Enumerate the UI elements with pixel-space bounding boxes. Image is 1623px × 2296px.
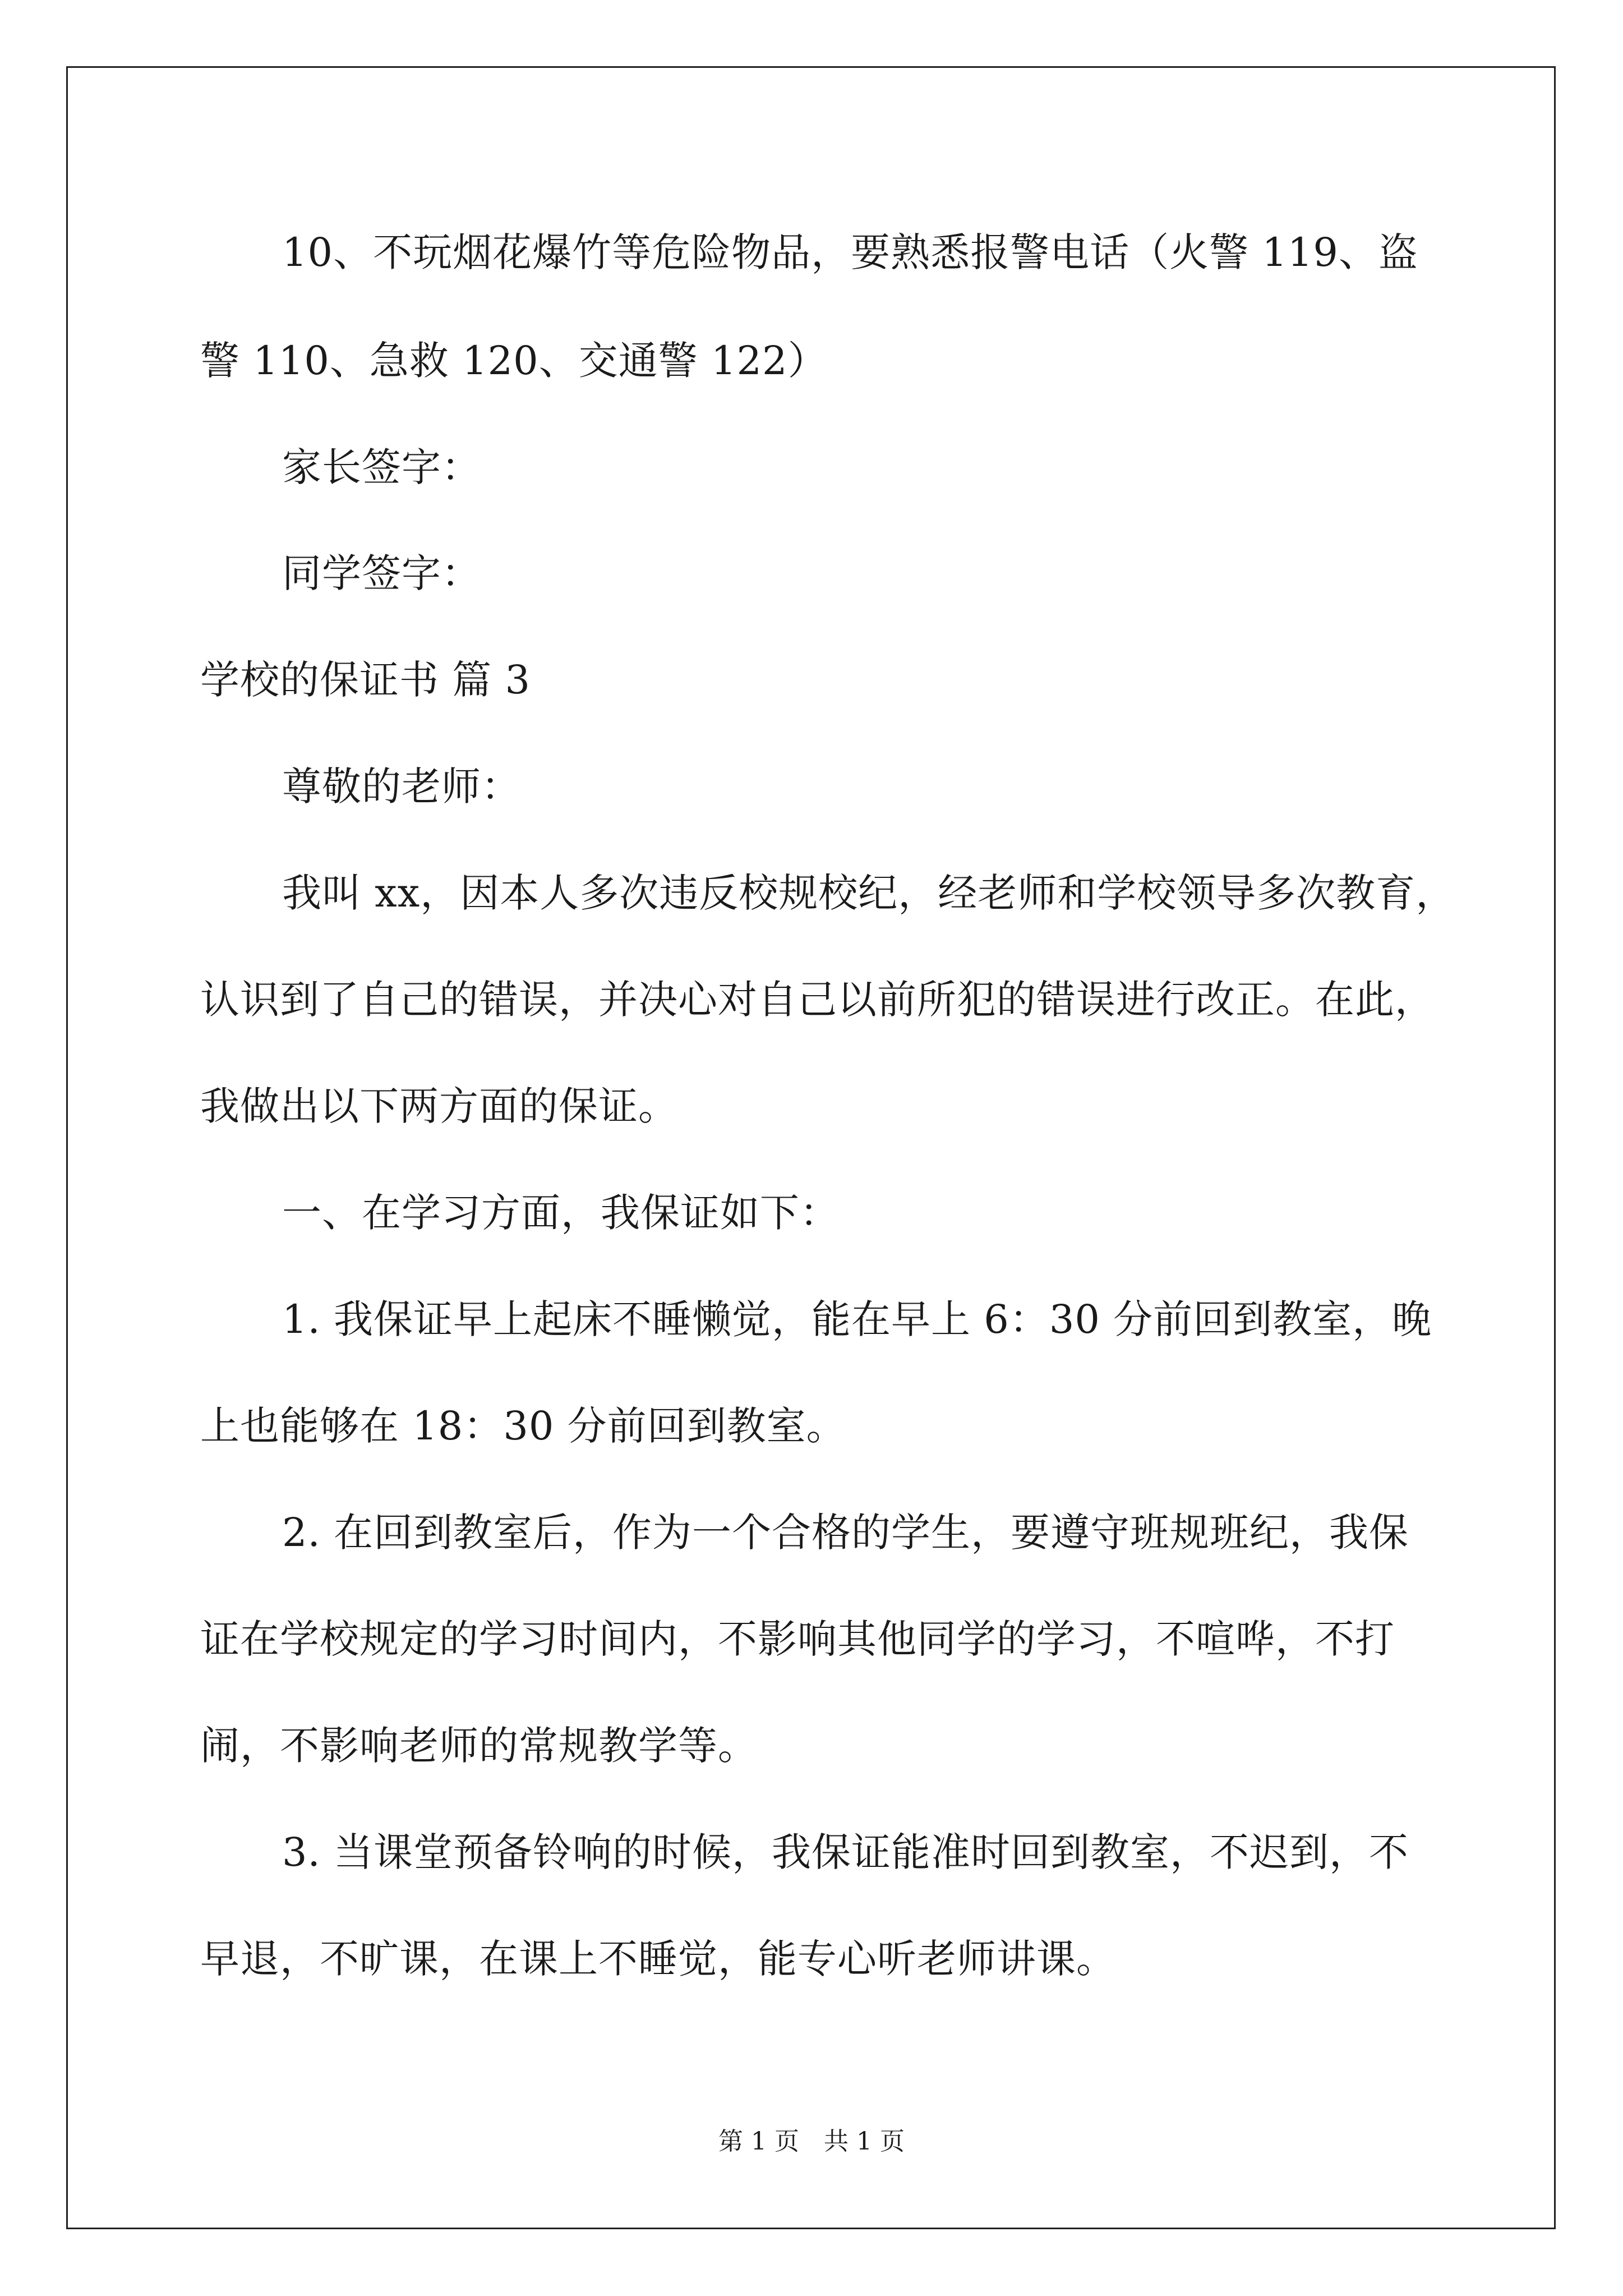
- paragraph-line: 10、不玩烟花爆竹等危险物品，要熟悉报警电话（火警 119、盗: [282, 229, 1418, 275]
- paragraph-line: 1. 我保证早上起床不睡懒觉，能在早上 6：30 分前回到教室，晚: [282, 1296, 1432, 1342]
- paragraph-line: 我做出以下两方面的保证。: [200, 1083, 678, 1129]
- salutation: 尊敬的老师：: [282, 763, 521, 809]
- paragraph-line: 早退，不旷课，在课上不睡觉，能专心听老师讲课。: [200, 1936, 1116, 1982]
- paragraph-line: 2. 在回到教室后，作为一个合格的学生，要遵守班规班纪，我保: [282, 1510, 1409, 1556]
- page-border: [66, 66, 1556, 2229]
- parent-signature-label: 家长签字：: [282, 444, 481, 490]
- paragraph-line: 3. 当课堂预备铃响的时候，我保证能准时回到教室，不迟到，不: [282, 1829, 1409, 1875]
- paragraph-line: 上也能够在 18：30 分前回到教室。: [200, 1403, 846, 1449]
- student-signature-label: 同学签字：: [282, 550, 481, 596]
- page-footer: 第 1 页 共 1 页: [718, 2127, 905, 2156]
- paragraph-line: 一、在学习方面，我保证如下：: [282, 1190, 840, 1236]
- paragraph-line: 警 110、急救 120、交通警 122）: [200, 338, 828, 384]
- paragraph-line: 我叫 xx，因本人多次违反校规校纪，经老师和学校领导多次教育，: [282, 870, 1456, 916]
- paragraph-line: 证在学校规定的学习时间内，不影响其他同学的学习，不喧哗，不打: [200, 1616, 1395, 1662]
- paragraph-line: 闹，不影响老师的常规教学等。: [200, 1723, 758, 1769]
- section-heading: 学校的保证书 篇 3: [200, 657, 531, 703]
- paragraph-line: 认识到了自己的错误，并决心对自己以前所犯的错误进行改正。在此，: [200, 977, 1435, 1023]
